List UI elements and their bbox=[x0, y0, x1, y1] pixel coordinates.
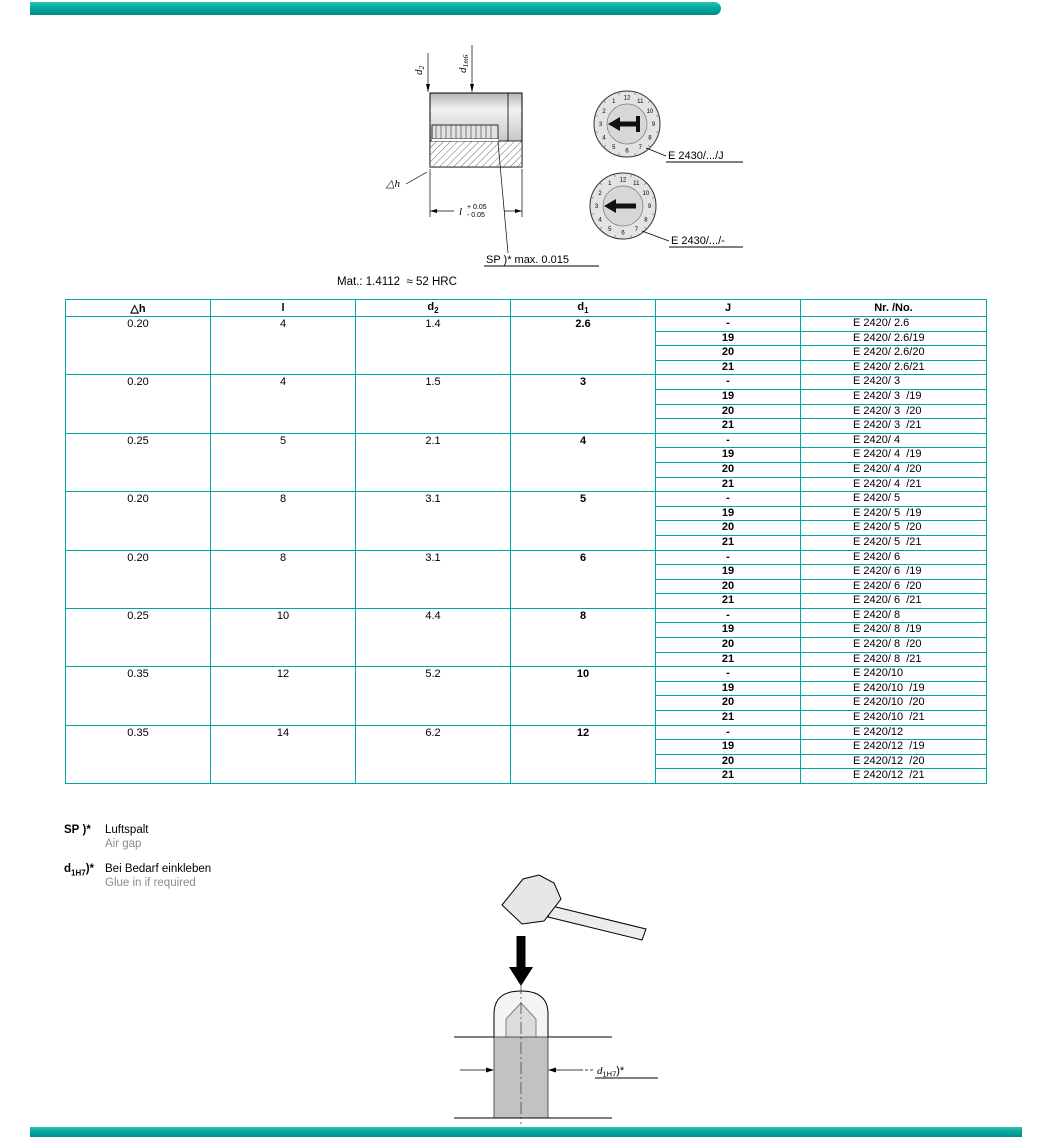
j-cell: - bbox=[656, 667, 801, 682]
d2-cell: 3.1 bbox=[356, 550, 511, 608]
j-cell: 20 bbox=[656, 638, 801, 653]
d1-cell: 4 bbox=[511, 433, 656, 491]
j-cell: - bbox=[656, 725, 801, 740]
table-row bbox=[66, 725, 987, 740]
dial-number: 3 bbox=[594, 204, 599, 210]
order-no-cell: E 2420/10 /19 bbox=[801, 681, 987, 696]
order-no-cell: E 2420/ 2.6 bbox=[801, 317, 987, 332]
dial-number: 5 bbox=[608, 226, 612, 233]
date-dial-j bbox=[594, 91, 660, 157]
dial-number: 2 bbox=[598, 190, 602, 197]
dial-number: 7 bbox=[638, 144, 642, 151]
d1-cell: 10 bbox=[511, 667, 656, 725]
j-cell: 19 bbox=[656, 740, 801, 755]
footnote-d1h7 bbox=[64, 862, 211, 890]
order-no-cell: E 2420/ 4 bbox=[801, 433, 987, 448]
order-no-cell: E 2420/ 4 /21 bbox=[801, 477, 987, 492]
dial-number: 10 bbox=[646, 108, 654, 115]
dial-number: 1 bbox=[608, 181, 612, 188]
order-no-cell: E 2420/ 5 bbox=[801, 492, 987, 507]
order-no-cell: E 2420/10 bbox=[801, 667, 987, 682]
d1-cell: 3 bbox=[511, 375, 656, 433]
column-header: $d_2$ bbox=[356, 300, 511, 317]
dial-number: 6 bbox=[625, 148, 629, 155]
order-no-cell: E 2420/ 2.6/20 bbox=[801, 346, 987, 361]
d2-cell: 4.4 bbox=[356, 608, 511, 666]
j-cell: 20 bbox=[656, 579, 801, 594]
cylinder-section-view bbox=[430, 93, 522, 167]
dh-cell: 0.20 bbox=[66, 317, 211, 375]
j-cell: 19 bbox=[656, 506, 801, 521]
dial-number: 11 bbox=[633, 181, 640, 188]
j-cell: 21 bbox=[656, 477, 801, 492]
footnote-sp bbox=[64, 823, 211, 851]
dial-number: 12 bbox=[623, 95, 631, 102]
order-no-cell: E 2420/ 6 bbox=[801, 550, 987, 565]
order-no-cell: E 2420/ 6 /19 bbox=[801, 565, 987, 580]
d1-cell: 8 bbox=[511, 608, 656, 666]
d1-cell: 2.6 bbox=[511, 317, 656, 375]
top-accent-bar bbox=[30, 2, 721, 15]
d1-cell: 12 bbox=[511, 725, 656, 783]
j-cell: 19 bbox=[656, 448, 801, 463]
dh-cell: 0.35 bbox=[66, 667, 211, 725]
j-cell: - bbox=[656, 433, 801, 448]
d1-dimension-label: d1m6 bbox=[457, 54, 470, 73]
footnote-text-en: Glue in if required bbox=[105, 877, 196, 889]
table-row bbox=[66, 550, 987, 565]
air-gap bbox=[432, 139, 498, 141]
table-row bbox=[66, 608, 987, 623]
l-cell: 4 bbox=[211, 317, 356, 375]
j-cell: 19 bbox=[656, 565, 801, 580]
d1-cell: 6 bbox=[511, 550, 656, 608]
footnote-term: $d_{1H7})*$ bbox=[64, 863, 95, 878]
d2-cell: 1.4 bbox=[356, 317, 511, 375]
dh-cell: 0.20 bbox=[66, 550, 211, 608]
hammer-handle bbox=[548, 906, 646, 940]
bottom-accent-bar bbox=[30, 1127, 1022, 1137]
order-no-cell: E 2420/ 8 /19 bbox=[801, 623, 987, 638]
stamp-j-label: E 2430/.../J bbox=[668, 150, 724, 162]
dial-number: 7 bbox=[634, 226, 638, 233]
order-no-cell: E 2420/ 4 /19 bbox=[801, 448, 987, 463]
l-dimension-label: l bbox=[459, 206, 463, 218]
table-container bbox=[65, 299, 987, 784]
d2-cell: 1.5 bbox=[356, 375, 511, 433]
d2-cell: 5.2 bbox=[356, 667, 511, 725]
l-tolerance-minus: - 0.05 bbox=[467, 212, 485, 219]
d2-dimension-label: d2 bbox=[413, 65, 426, 75]
order-no-cell: E 2420/ 3 bbox=[801, 375, 987, 390]
footnote-term: SP )* bbox=[64, 824, 91, 836]
footnote-text-en: Air gap bbox=[105, 838, 142, 850]
dial-number: 8 bbox=[644, 217, 648, 224]
order-no-cell: E 2420/ 8 /20 bbox=[801, 638, 987, 653]
order-no-cell: E 2420/ 8 bbox=[801, 608, 987, 623]
table-row bbox=[66, 492, 987, 507]
j-cell: 19 bbox=[656, 331, 801, 346]
d1-cell: 5 bbox=[511, 492, 656, 550]
column-header: $d_1$ bbox=[511, 300, 656, 317]
column-header: Nr. /No. bbox=[801, 300, 987, 317]
dial-number: 6 bbox=[621, 230, 625, 237]
header-row bbox=[66, 300, 987, 317]
l-cell: 4 bbox=[211, 375, 356, 433]
order-no-cell: E 2420/ 8 /21 bbox=[801, 652, 987, 667]
order-no-cell: E 2420/ 2.6/21 bbox=[801, 360, 987, 375]
table-row bbox=[66, 375, 987, 390]
column-header: J bbox=[656, 300, 801, 317]
dh-cell: 0.35 bbox=[66, 725, 211, 783]
footnotes bbox=[64, 823, 211, 901]
order-no-cell: E 2420/ 5 /21 bbox=[801, 535, 987, 550]
l-cell: 10 bbox=[211, 608, 356, 666]
inner-pin bbox=[432, 125, 498, 139]
l-cell: 8 bbox=[211, 550, 356, 608]
l-tolerance-plus: + 0.05 bbox=[467, 204, 487, 211]
j-cell: 20 bbox=[656, 462, 801, 477]
dial-number: 2 bbox=[602, 108, 606, 115]
j-cell: 20 bbox=[656, 521, 801, 536]
dial-number: 8 bbox=[648, 135, 652, 142]
j-cell: - bbox=[656, 550, 801, 565]
order-no-cell: E 2420/ 3 /20 bbox=[801, 404, 987, 419]
table-row bbox=[66, 667, 987, 682]
d2-cell: 6.2 bbox=[356, 725, 511, 783]
order-no-cell: E 2420/ 5 /19 bbox=[801, 506, 987, 521]
order-no-cell: E 2420/ 2.6/19 bbox=[801, 331, 987, 346]
order-no-cell: E 2420/ 6 /20 bbox=[801, 579, 987, 594]
order-no-cell: E 2420/12 /21 bbox=[801, 769, 987, 784]
dh-cell: 0.25 bbox=[66, 608, 211, 666]
dimension-table bbox=[65, 299, 987, 784]
dial-number: 4 bbox=[602, 135, 606, 142]
footnote-text-de: Bei Bedarf einkleben bbox=[105, 863, 212, 875]
order-no-cell: E 2420/12 /19 bbox=[801, 740, 987, 755]
j-cell: - bbox=[656, 375, 801, 390]
dial-number: 9 bbox=[647, 204, 652, 210]
material-note: Mat.: 1.4112 ≈ 52 HRC bbox=[337, 276, 457, 288]
stamp-plain-label: E 2430/.../- bbox=[671, 235, 725, 247]
order-no-cell: E 2420/ 4 /20 bbox=[801, 462, 987, 477]
column-header: △h bbox=[66, 300, 211, 317]
j-cell: 20 bbox=[656, 696, 801, 711]
dial-number: 1 bbox=[612, 99, 616, 106]
j-cell: 19 bbox=[656, 389, 801, 404]
j-cell: 20 bbox=[656, 346, 801, 361]
order-no-cell: E 2420/10 /20 bbox=[801, 696, 987, 711]
footnote-text-de: Luftspalt bbox=[105, 824, 149, 836]
d1h7-dimension-label: $d_{1H7})*$ bbox=[597, 1065, 625, 1079]
l-cell: 5 bbox=[211, 433, 356, 491]
j-cell: 20 bbox=[656, 404, 801, 419]
dh-cell: 0.20 bbox=[66, 492, 211, 550]
dial-number: 9 bbox=[651, 122, 656, 128]
dial-number: 4 bbox=[598, 217, 602, 224]
dh-cell: 0.20 bbox=[66, 375, 211, 433]
table-row bbox=[66, 317, 987, 332]
order-no-cell: E 2420/12 bbox=[801, 725, 987, 740]
order-no-cell: E 2420/ 3 /19 bbox=[801, 389, 987, 404]
dh-cell: 0.25 bbox=[66, 433, 211, 491]
impact-arrow bbox=[517, 936, 526, 968]
d2-cell: 2.1 bbox=[356, 433, 511, 491]
table-row bbox=[66, 433, 987, 448]
order-no-cell: E 2420/ 5 /20 bbox=[801, 521, 987, 536]
order-no-cell: E 2420/ 6 /21 bbox=[801, 594, 987, 609]
dial-arrow-bar bbox=[636, 116, 640, 132]
l-cell: 8 bbox=[211, 492, 356, 550]
dial-number: 12 bbox=[619, 177, 627, 184]
j-cell: 21 bbox=[656, 360, 801, 375]
j-cell: 21 bbox=[656, 652, 801, 667]
sp-callout-label: SP )* max. 0.015 bbox=[486, 254, 569, 266]
dial-number: 5 bbox=[612, 144, 616, 151]
order-no-cell: E 2420/10 /21 bbox=[801, 711, 987, 726]
l-cell: 14 bbox=[211, 725, 356, 783]
date-dial-plain bbox=[590, 173, 656, 239]
j-cell: - bbox=[656, 608, 801, 623]
l-cell: 12 bbox=[211, 667, 356, 725]
installation-drawing bbox=[440, 872, 700, 1132]
order-no-cell: E 2420/12 /20 bbox=[801, 754, 987, 769]
dial-number: 10 bbox=[642, 190, 650, 197]
j-cell: 19 bbox=[656, 681, 801, 696]
j-cell: 21 bbox=[656, 769, 801, 784]
dial-number: 11 bbox=[637, 99, 644, 106]
dial-number: 3 bbox=[598, 122, 603, 128]
d2-cell: 3.1 bbox=[356, 492, 511, 550]
j-cell: 21 bbox=[656, 419, 801, 434]
delta-h-label: △h bbox=[386, 178, 400, 190]
j-cell: 20 bbox=[656, 754, 801, 769]
technical-drawing bbox=[380, 35, 760, 275]
j-cell: - bbox=[656, 317, 801, 332]
j-cell: 21 bbox=[656, 535, 801, 550]
j-cell: - bbox=[656, 492, 801, 507]
j-cell: 21 bbox=[656, 711, 801, 726]
order-no-cell: E 2420/ 3 /21 bbox=[801, 419, 987, 434]
j-cell: 21 bbox=[656, 594, 801, 609]
column-header: l bbox=[211, 300, 356, 317]
j-cell: 19 bbox=[656, 623, 801, 638]
